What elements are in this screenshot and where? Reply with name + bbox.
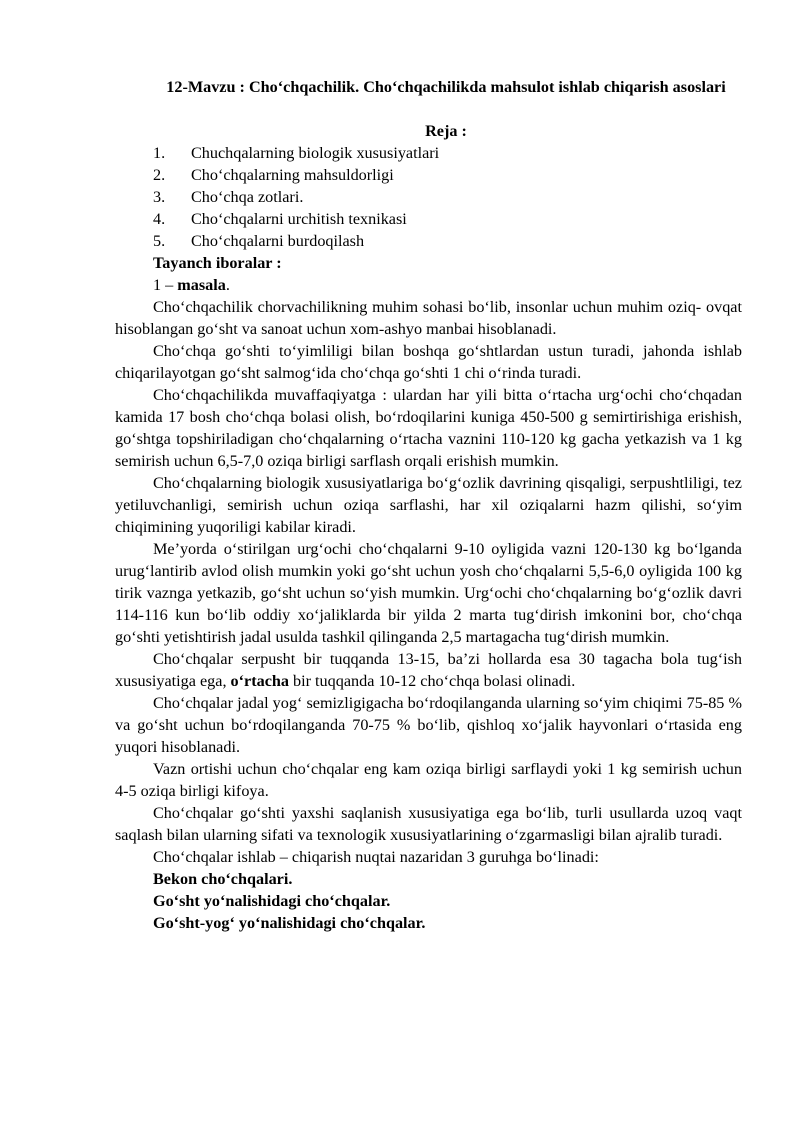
plan-heading: Reja : (425, 122, 467, 140)
group-item: Bekon cho‘chqalari. (153, 870, 293, 888)
task-label: masala (177, 276, 226, 294)
paragraph: Cho‘chqalar go‘shti yaxshi saqlanish xususiyatiga ega bo‘lib, turli usullarda uzoq vaqt saqlash bilan ularning sifati va texnologik xususiyatlarining o‘zgarmasligi bilan ajralib turadi. (115, 804, 742, 844)
task-line: 1 – masala. (153, 276, 230, 294)
paragraph: Cho‘chqa go‘shti to‘yimliligi bilan boshqa go‘shtlardan ustun turadi, jahonda ishlab chiqarilayotgan go‘sht salmog‘ida cho‘chqa go‘shti 1 chi o‘rinda turadi. (115, 342, 742, 382)
plan-item: 1. Chuchqalarning biologik xususiyatlari (153, 144, 440, 162)
paragraph: Me’yorda o‘stirilgan urg‘ochi cho‘chqalarni 9-10 oyligida vazni 120-130 kg bo‘lganda urug‘lantirib avlod olish mumkin yoki go‘sht uchun yosh cho‘chqalarni 5,5-6,0 oyligida 100 kg tirik vaznga yetkazib, go‘sht uchun so‘yish mumkin. Urg‘ochi cho‘chqalarning bo‘g‘ozlik davri 114-116 kun bo‘lib oddiy xo‘jaliklarda bir yilda 2 marta tug‘dirish imkonini bor, cho‘chqa go‘shti yetishtirish jadal usulda tashkil qilinganda 2,5 martagacha tug‘dirish mumkin. (115, 540, 742, 646)
paragraph: Cho‘chqachilik chorvachilikning muhim sohasi bo‘lib, insonlar uchun muhim oziq- ovqat hisoblangan go‘sht va sanoat uchun xom-ashyo manbai hisoblanadi. (115, 298, 742, 338)
key-phrases-heading: Tayanch iboralar : (153, 254, 282, 272)
paragraph-litter: Cho‘chqalar serpusht bir tuqqanda 13-15, ba’zi hollarda esa 30 tagacha bola tug‘ish xususiyatiga ega, o‘rtacha bir tuqqanda 10-12 cho‘chqa bolasi olinadi. (115, 650, 742, 690)
paragraph: Cho‘chqalarning biologik xususiyatlariga bo‘g‘ozlik davrining qisqaligi, serpushtliligi, tez yetiluvchanligi, semirish uchun oziqa sarflashi, har xil oziqalarni hazm qilishi, so‘yim chiqimining yuqoriligi kabilar kiradi. (115, 474, 742, 536)
plan-item: 2. Cho‘chqalarning mahsuldorligi (153, 166, 394, 184)
plan-item: 4. Cho‘chqalarni urchitish texnikasi (153, 210, 407, 228)
paragraph: Cho‘chqachilikda muvaffaqiyatga : ulardan har yili bitta o‘rtacha urg‘ochi cho‘chqadan kamida 17 bosh cho‘chqa bolasi olish, bo‘rdoqilarini kuniga 450-500 g semirtirishiga erishish, go‘shtga topshiriladigan cho‘chqalarning o‘rtacha vaznini 110-120 kg gacha yetkazish va 1 kg semirish uchun 6,5-7,0 oziqa birligi sarflash orqali erishish mumkin. (115, 386, 742, 470)
group-item: Go‘sht yo‘nalishidagi cho‘chqalar. (153, 892, 391, 910)
paragraph: Cho‘chqalar jadal yog‘ semizligigacha bo‘rdoqilanganda ularning so‘yim chiqimi 75-85 % va go‘sht uchun bo‘rdoqilanganda 70-75 % bo‘lib, qishloq xo‘jalik hayvonlari o‘rtasida eng yuqori hisoblanadi. (115, 694, 742, 756)
plan-list (115, 142, 742, 252)
emphasis: o‘rtacha (230, 672, 289, 690)
plan-item: 3. Cho‘chqa zotlari. (153, 188, 304, 206)
group-item: Go‘sht-yog‘ yo‘nalishidagi cho‘chqalar. (153, 914, 426, 932)
plan-item: 5. Cho‘chqalarni burdoqilash (153, 232, 365, 250)
paragraph: Vazn ortishi uchun cho‘chqalar eng kam oziqa birligi sarflaydi yoki 1 kg semirish uchun 4-5 oziqa birligi kifoya. (115, 760, 742, 800)
document-page (115, 76, 742, 934)
groups-intro: Cho‘chqalar ishlab – chiqarish nuqtai nazaridan 3 guruhga bo‘linadi: (153, 848, 599, 866)
document-title: 12-Mavzu : Cho‘chqachilik. Cho‘chqachilikda mahsulot ishlab chiqarish asoslari (166, 78, 726, 96)
